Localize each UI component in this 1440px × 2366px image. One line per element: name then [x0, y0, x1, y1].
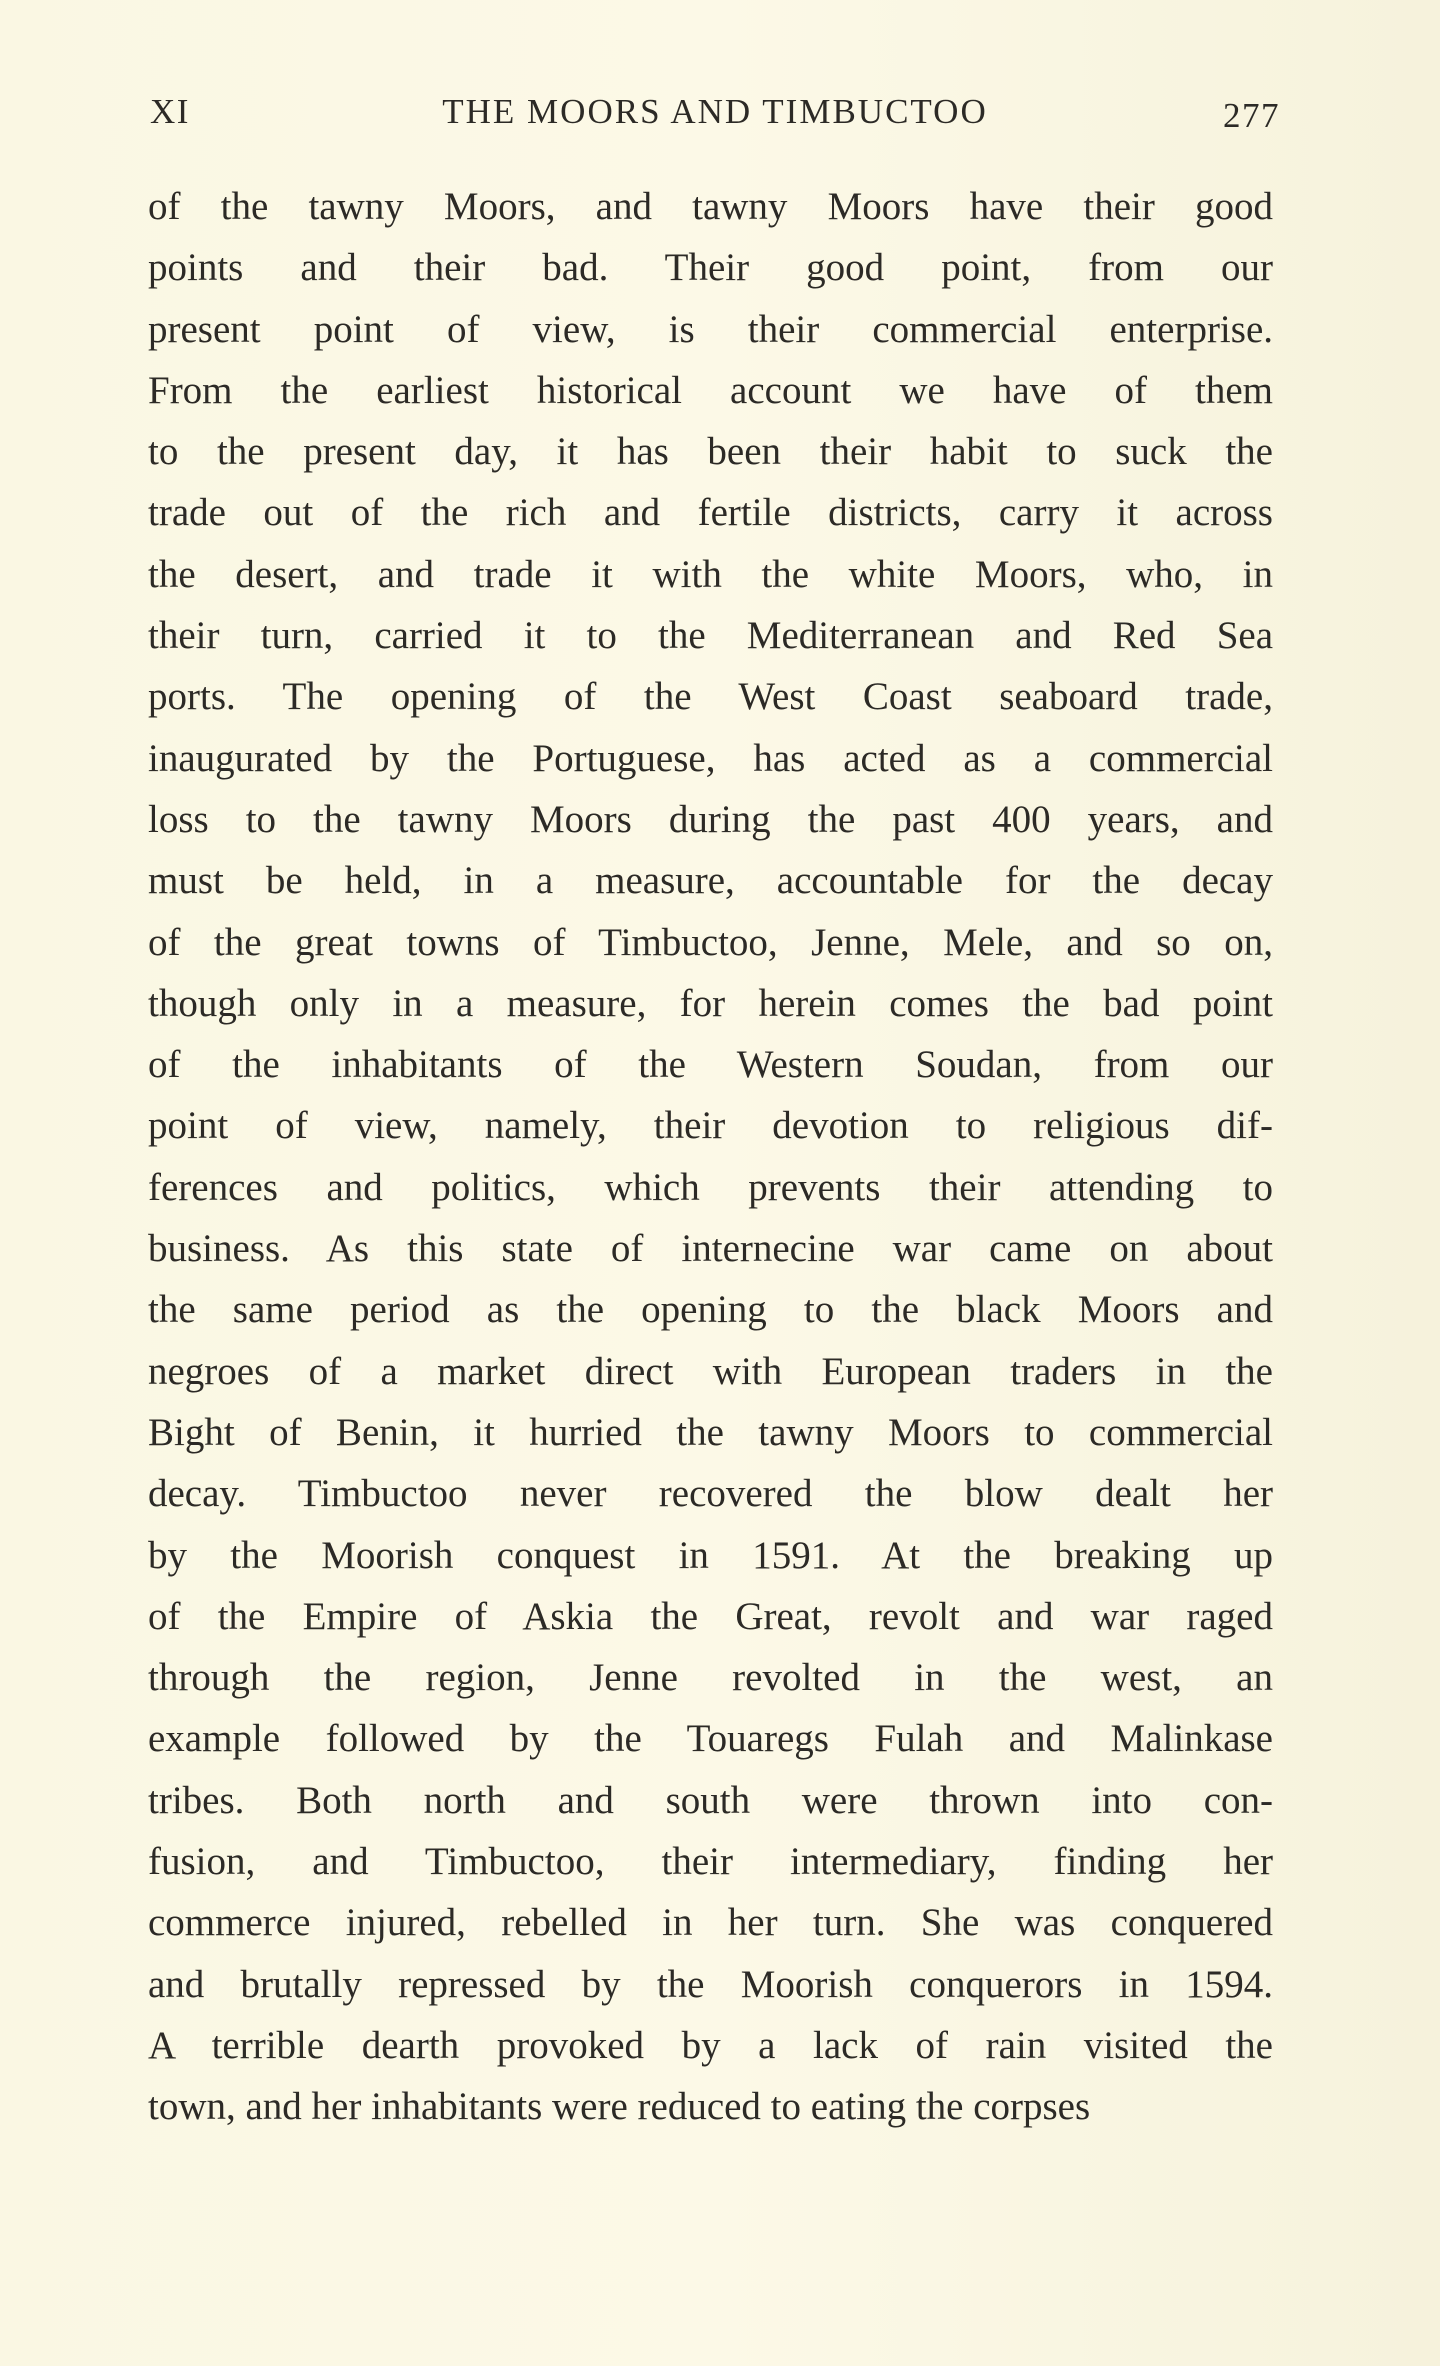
page-number: 277 — [1223, 96, 1280, 135]
text-line: Bight of Benin, it hurried the tawny Moors to commercial — [148, 1410, 1273, 1454]
text-line: town, and her inhabitants were reduced to eating the corpses — [148, 2085, 1091, 2129]
text-line: of the inhabitants of the Western Soudan, from our — [148, 1043, 1273, 1087]
running-title: THE MOORS AND TIMBUCTOO — [442, 92, 988, 131]
text-line: the desert, and trade it with the white Moors, who, in — [148, 552, 1273, 596]
text-line: trade out of the rich and fertile districts, carry it across — [148, 491, 1273, 535]
text-line: fusion, and Timbuctoo, their intermediary, finding her — [148, 1840, 1273, 1884]
text-line: present point of view, is their commercial enterprise. — [148, 307, 1273, 351]
text-line: of the tawny Moors, and tawny Moors have their good — [148, 185, 1273, 228]
text-line: point of view, namely, their devotion to religious dif- — [148, 1104, 1273, 1148]
text-line: ferences and politics, which prevents their attending to — [148, 1165, 1273, 1209]
text-line: must be held, in a measure, accountable for the decay — [148, 859, 1273, 903]
chapter-number: XI — [150, 92, 190, 131]
text-line: A terrible dearth provoked by a lack of rain visited the — [148, 2023, 1273, 2067]
body-text — [148, 176, 1273, 2138]
text-line: though only in a measure, for herein comes the bad point — [148, 981, 1273, 1025]
text-line: commerce injured, rebelled in her turn. She was conquered — [148, 1901, 1273, 1945]
text-line: inaugurated by the Portuguese, has acted as a commercial — [148, 736, 1273, 780]
text-line: points and their bad. Their good point, from our — [148, 246, 1273, 290]
running-head — [150, 92, 1280, 140]
text-line: From the earliest historical account we have of them — [148, 368, 1273, 412]
text-line: business. As this state of internecine war came on about — [148, 1227, 1273, 1271]
text-line: example followed by the Touaregs Fulah and Malinkase — [148, 1717, 1273, 1761]
text-line: of the Empire of Askia the Great, revolt and war raged — [148, 1594, 1273, 1638]
text-line: to the present day, it has been their habit to suck the — [148, 430, 1273, 474]
text-line: and brutally repressed by the Moorish conquerors in 1594. — [148, 1962, 1273, 2006]
text-line: through the region, Jenne revolted in the west, an — [148, 1656, 1273, 1700]
text-line: tribes. Both north and south were thrown into con- — [148, 1778, 1273, 1822]
text-line: the same period as the opening to the black Moors and — [148, 1288, 1273, 1332]
text-line: of the great towns of Timbuctoo, Jenne, Mele, and so on, — [148, 920, 1273, 964]
text-line: by the Moorish conquest in 1591. At the breaking up — [148, 1533, 1273, 1577]
text-line: their turn, carried it to the Mediterranean and Red Sea — [148, 614, 1273, 658]
text-line: decay. Timbuctoo never recovered the blow dealt her — [148, 1472, 1273, 1516]
text-line: ports. The opening of the West Coast seaboard trade, — [148, 675, 1273, 719]
text-line: negroes of a market direct with European traders in the — [148, 1349, 1273, 1393]
text-line: loss to the tawny Moors during the past 400 years, and — [148, 797, 1273, 841]
